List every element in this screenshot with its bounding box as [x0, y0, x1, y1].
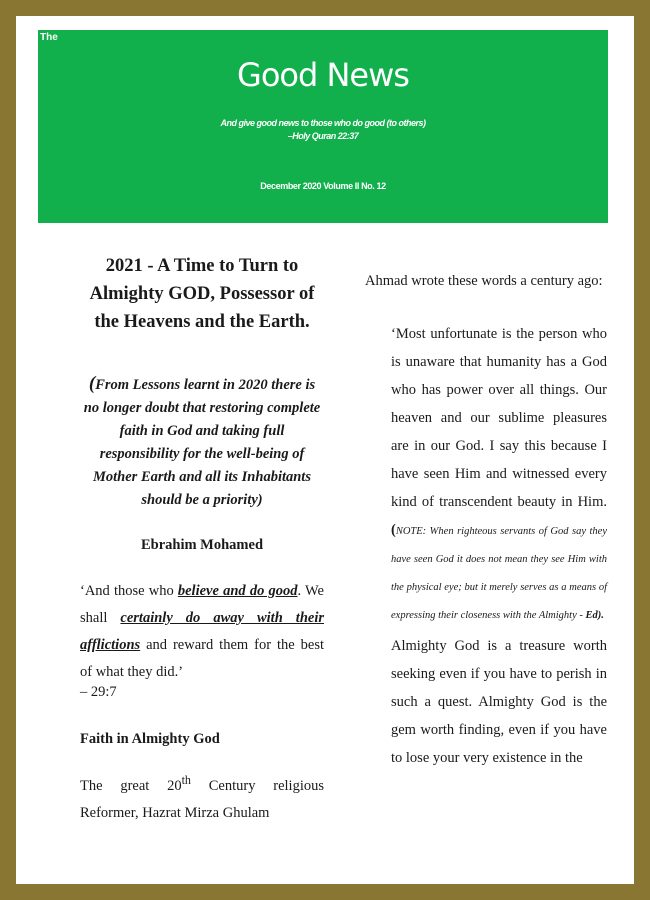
quote-part: . We shall: [80, 583, 324, 626]
note-text: NOTE: When righteous servants of God say they have seen God it does not mean they see Him with the physical eye; but it merely serves as a means of expressing their closeness with the Almighty -: [391, 526, 607, 621]
quote-reference: – 29:7: [80, 684, 117, 700]
masthead-title: Good News: [237, 56, 409, 94]
quote-part: and reward them for the best of what they did.’: [80, 637, 324, 680]
masthead-banner: [38, 30, 608, 223]
body-text: The great 20: [80, 777, 182, 794]
section-heading: Faith in Almighty God: [80, 731, 220, 747]
author-byline: Ebrahim Mohamed: [140, 537, 264, 553]
quote-emphasis: believe and do good: [177, 583, 298, 599]
article-title: 2021 - A Time to Turn to Almighty GOD, Possessor of the Heavens and the Earth.: [89, 256, 315, 332]
article-dek: [80, 372, 324, 512]
block-quote: [391, 320, 607, 628]
dek-paren: (: [88, 373, 96, 394]
tagline-source: –Holy Quran 22:37: [287, 131, 359, 141]
newsletter-page: [16, 16, 634, 884]
issue-info: December 2020 Volume II No. 12: [260, 181, 386, 191]
superscript: th: [181, 773, 191, 787]
left-column: [80, 252, 324, 827]
editor-note: [391, 526, 607, 621]
dek-text: From Lessons learnt in 2020 there is no longer doubt that restoring complete faith in God and taking full responsibility for the well-being of Mother Earth and all its Inhabitants should be a priority): [83, 377, 321, 508]
block-quote-text: ‘Most unfortunate is the person who is unaware that humanity has a God who has power over all things. Our heaven and our sublime pleasures are in our God. I say this because I have seen Him and witnessed every kind of transcendent beauty in Him.: [391, 326, 607, 510]
column-intro: Ahmad wrote these words a century ago:: [365, 273, 603, 289]
quote-part: ‘And those who: [80, 583, 178, 599]
right-column: [365, 268, 607, 772]
masthead-prefix: The: [40, 32, 58, 43]
quran-quote: [80, 578, 324, 686]
note-ed: Ed: [585, 610, 598, 621]
quote-emphasis: certainly do away with their afflictions: [80, 610, 324, 653]
body-paragraph: [80, 767, 324, 827]
note-paren: (: [391, 522, 396, 538]
tagline-quote: And give good news to those who do good (to others): [220, 118, 426, 128]
note-close: ).: [597, 610, 604, 621]
masthead-tagline: [38, 117, 608, 143]
body-text: Century religious Reformer, Hazrat Mirza Ghulam: [80, 777, 324, 821]
body-paragraph: Almighty God is a treasure worth seeking even if you have to perish in such a quest. Almighty God is the gem worth finding, even if you have to lose your very existence in the: [391, 638, 607, 766]
